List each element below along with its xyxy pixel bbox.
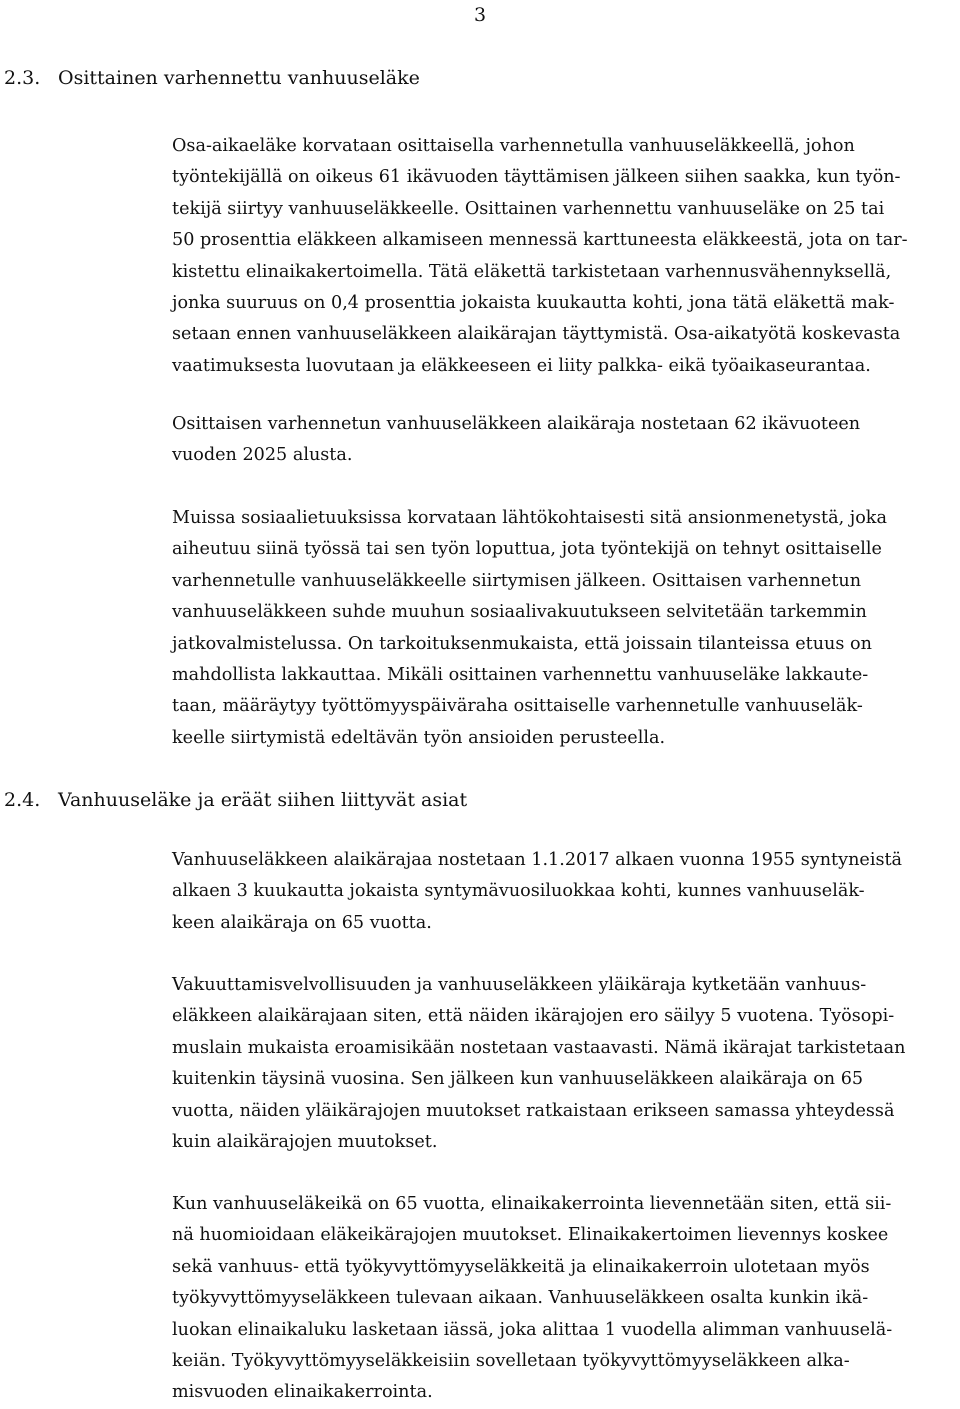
text-line: muslain mukaista eroamisikään nostetaan vastaavasti. Nämä ikärajat tarkistetaan <box>172 1037 906 1058</box>
text-line: alkaen 3 kuukautta jokaista syntymävuosiluokkaa kohti, kunnes vanhuuseläk- <box>172 881 865 902</box>
text-line: vanhuuseläkkeen suhde muuhun sosiaalivakuutukseen selvitetään tarkemmin <box>172 602 867 623</box>
text-line: eläkkeen alaikärajaan siten, että näiden ikärajojen ero säilyy 5 vuotena. Työsopi- <box>172 1006 895 1027</box>
text-line: kistettu elinaikakertoimella. Tätä eläkettä tarkistetaan varhennusvähennyksellä, <box>172 261 892 282</box>
text-line: työntekijällä on oikeus 61 ikävuoden täyttämisen jälkeen siihen saakka, kun työn- <box>172 167 901 188</box>
section-number: 2.3. <box>4 67 41 89</box>
paragraph <box>172 409 860 472</box>
text-line: Osa-aikaeläke korvataan osittaisella varhennetulla vanhuuseläkkeellä, johon <box>172 136 855 156</box>
text-line: jatkovalmistelussa. On tarkoituksenmukaista, että joissain tilanteissa etuus on <box>172 633 872 654</box>
paragraph <box>172 1189 892 1409</box>
text-line: aiheutuu siinä työssä tai sen työn loputtua, jota työntekijä on tehnyt osittaiselle <box>172 539 882 560</box>
text-line: Vakuuttamisvelvollisuuden ja vanhuuseläkkeen yläikäraja kytketään vanhuus- <box>172 975 867 995</box>
text-line: 50 prosenttia eläkkeen alkamiseen mennessä karttuneesta eläkkeestä, jota on tar- <box>172 230 908 251</box>
text-line: varhennetulle vanhuuseläkkeelle siirtymisen jälkeen. Osittaisen varhennetun <box>172 570 862 591</box>
section-title: Osittainen varhennettu vanhuuseläke <box>58 67 420 89</box>
text-line: luokan elinaikaluku lasketaan iässä, joka alittaa 1 vuodella alimman vanhuuselä- <box>172 1319 893 1340</box>
text-line: kuin alaikärajojen muutokset. <box>172 1132 438 1153</box>
paragraph <box>172 970 905 1158</box>
section-number: 2.4. <box>4 789 41 811</box>
paragraph <box>172 131 908 382</box>
paragraph <box>172 503 887 754</box>
text-line: keen alaikäraja on 65 vuotta. <box>172 912 432 933</box>
text-line: misvuoden elinaikakerrointa. <box>172 1382 433 1403</box>
text-line: setaan ennen vanhuuseläkkeen alaikärajan täyttymistä. Osa-aikatyötä koskevasta <box>172 324 901 345</box>
text-line: vaatimuksesta luovutaan ja eläkkeeseen ei liity palkka- eikä työaikaseurantaa. <box>172 355 871 376</box>
text-line: Osittaisen varhennetun vanhuuseläkkeen alaikäraja nostetaan 62 ikävuoteen <box>172 414 861 434</box>
section-title: Vanhuuseläke ja eräät siihen liittyvät asiat <box>58 789 468 811</box>
text-line: Kun vanhuuseläkeikä on 65 vuotta, elinaikakerrointa lievennetään siten, että sii- <box>172 1194 892 1214</box>
text-line: taan, määräytyy työttömyyspäiväraha osittaiselle varhennetulle vanhuuseläk- <box>172 696 863 717</box>
text-line: mahdollista lakkauttaa. Mikäli osittainen varhennettu vanhuuseläke lakkaute- <box>172 665 869 686</box>
section-heading-2-3 <box>4 67 420 89</box>
text-line: keiän. Työkyvyttömyyseläkkeisiin sovelletaan työkyvyttömyyseläkkeen alka- <box>172 1351 850 1372</box>
text-line: työkyvyttömyyseläkkeen tulevaan aikaan. Vanhuuseläkkeen osalta kunkin ikä- <box>172 1288 869 1309</box>
text-line: Muissa sosiaalietuuksissa korvataan lähtökohtaisesti sitä ansionmenetystä, joka <box>172 508 887 528</box>
paragraph <box>172 845 902 939</box>
text-line: kuitenkin täysinä vuosina. Sen jälkeen kun vanhuuseläkkeen alaikäraja on 65 <box>172 1069 864 1090</box>
text-line: nä huomioidaan eläkeikärajojen muutokset. Elinaikakertoimen lievennys koskee <box>172 1225 889 1246</box>
text-line: jonka suuruus on 0,4 prosenttia jokaista kuukautta kohti, jona tätä eläkettä mak- <box>172 293 895 314</box>
section-heading-2-4 <box>4 789 467 811</box>
text-line: sekä vanhuus- että työkyvyttömyyseläkkeitä ja elinaikakerroin ulotetaan myös <box>172 1256 870 1277</box>
page-number: 3 <box>474 4 487 26</box>
text-line: Vanhuuseläkkeen alaikärajaa nostetaan 1.1.2017 alkaen vuonna 1955 syntyneistä <box>172 850 903 870</box>
text-line: tekijä siirtyy vanhuuseläkkeelle. Osittainen varhennettu vanhuuseläke on 25 tai <box>172 198 885 219</box>
text-line: vuoden 2025 alusta. <box>172 445 353 466</box>
text-line: vuotta, näiden yläikärajojen muutokset ratkaistaan erikseen samassa yhteydessä <box>172 1100 895 1121</box>
text-line: keelle siirtymistä edeltävän työn ansioiden perusteella. <box>172 727 666 748</box>
